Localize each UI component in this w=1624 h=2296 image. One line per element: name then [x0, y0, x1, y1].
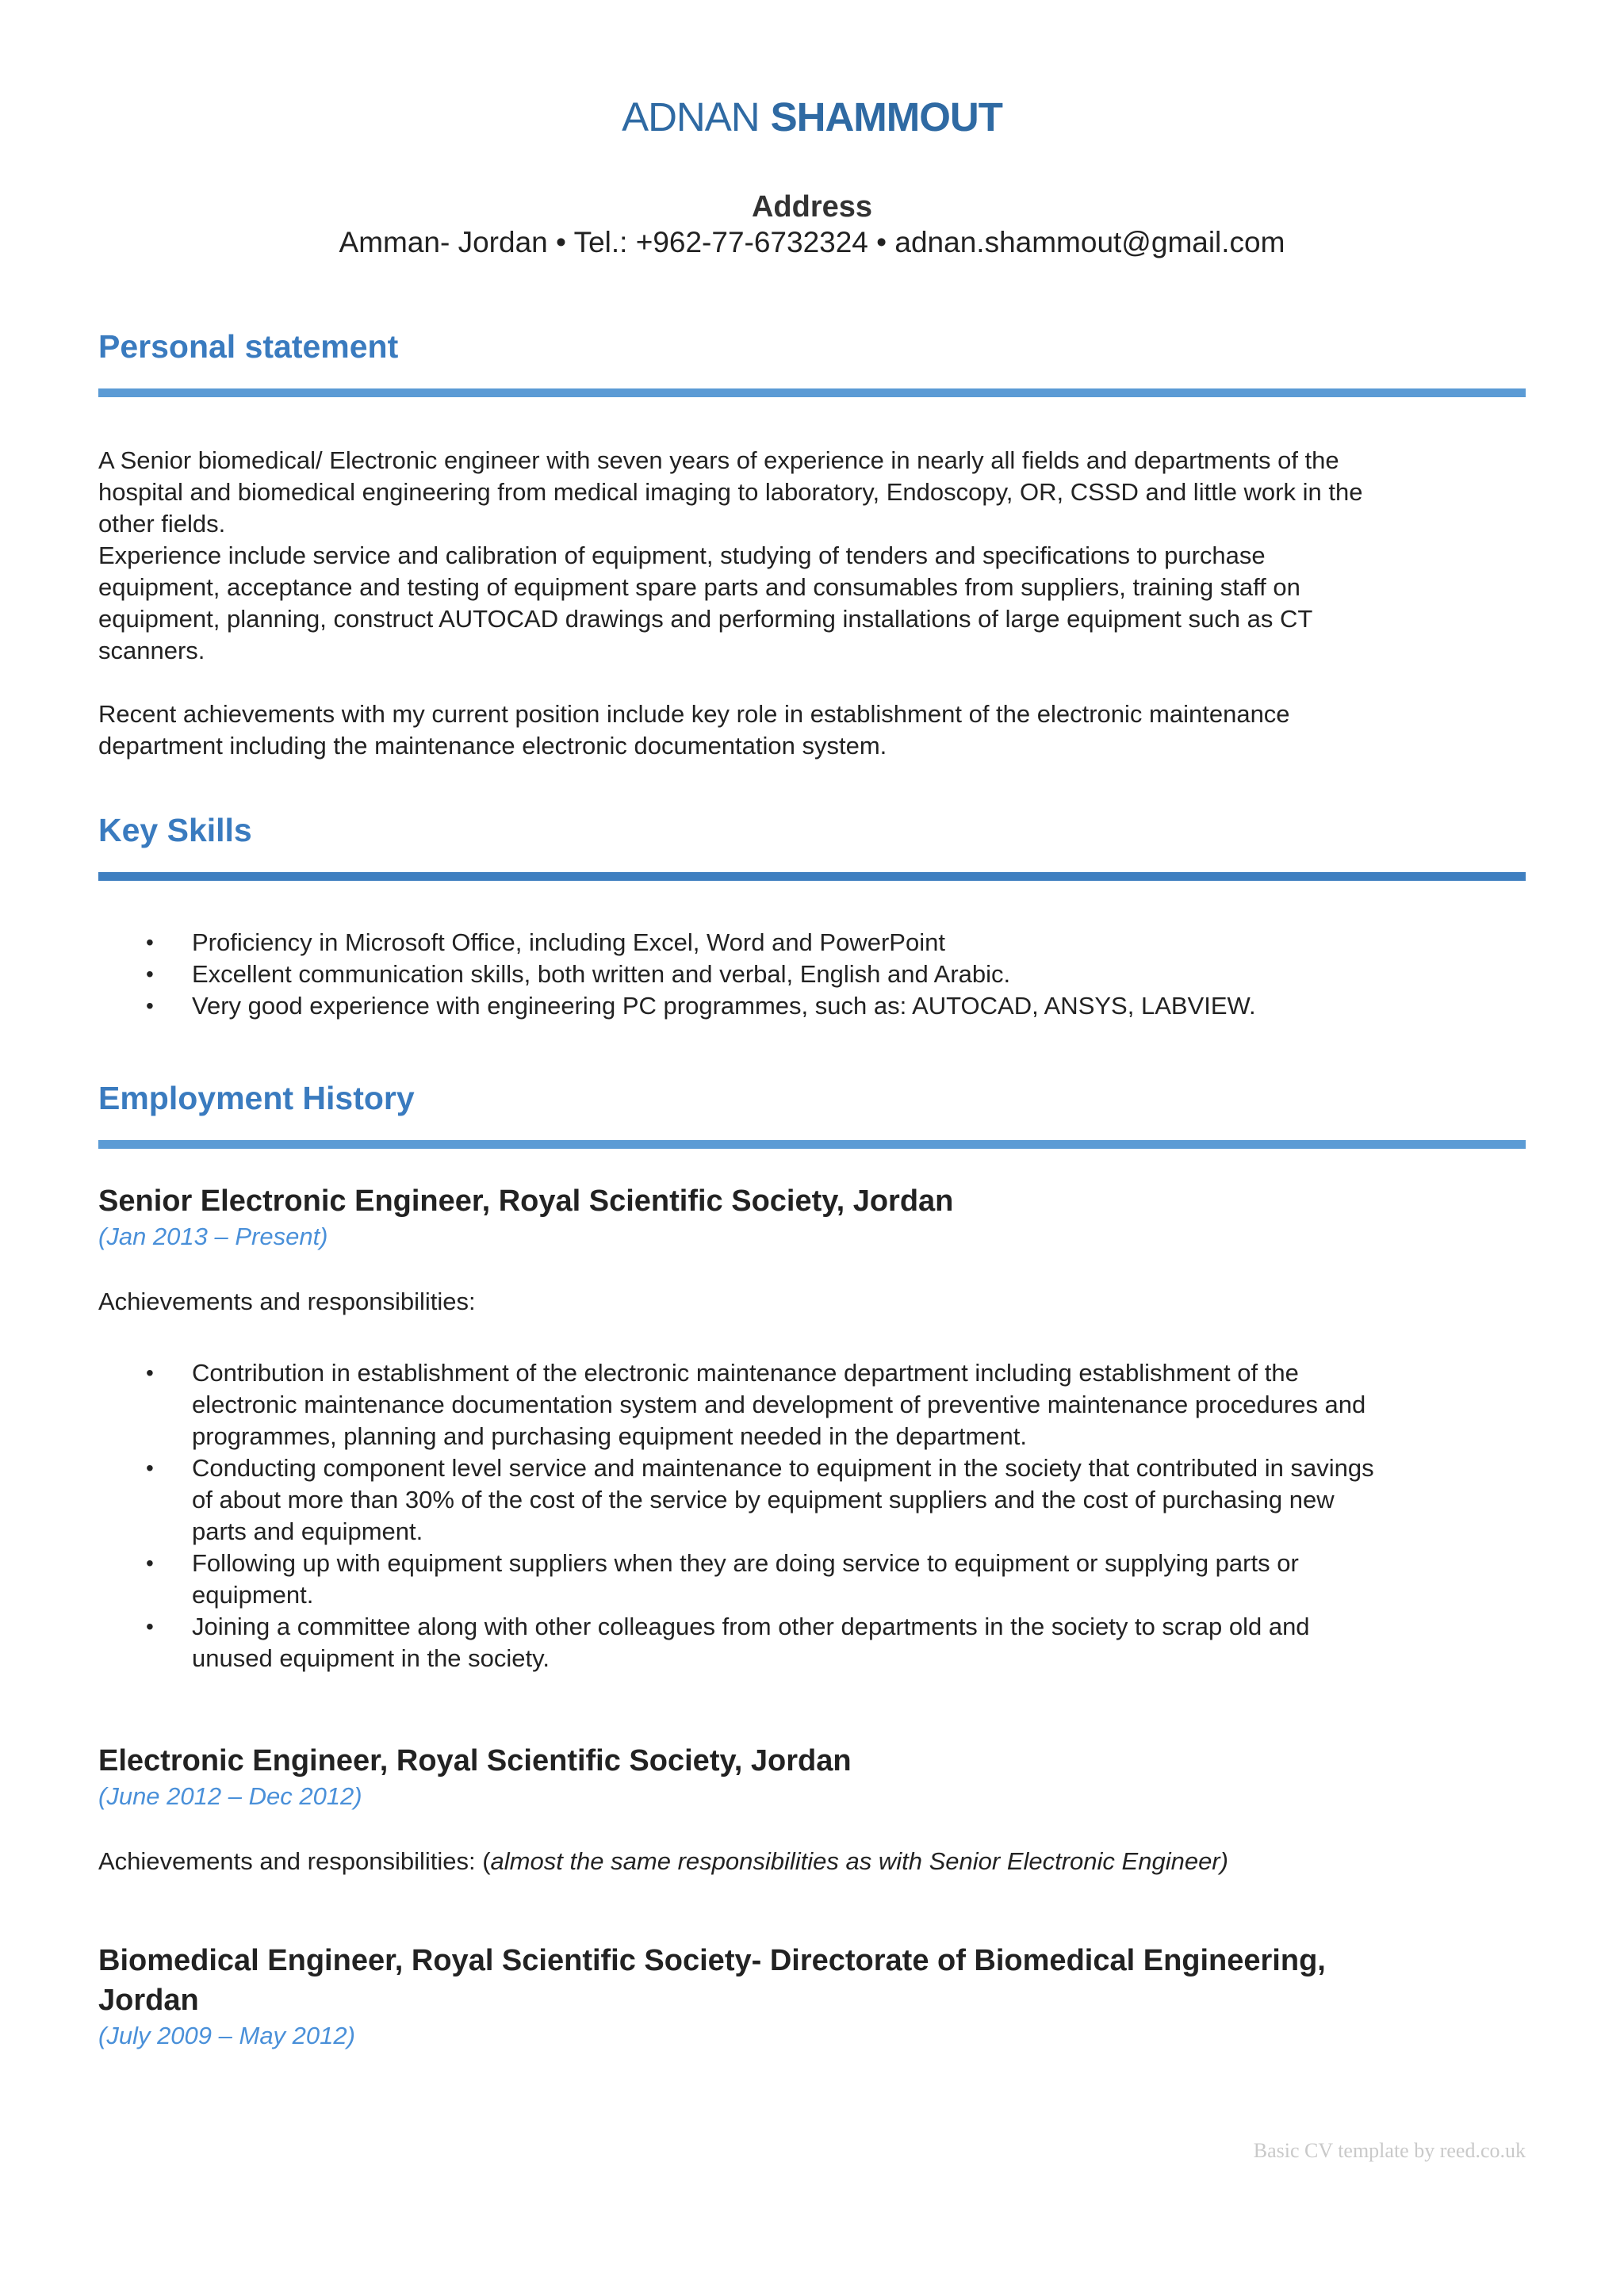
section-title: Employment History	[98, 1080, 415, 1116]
first-name: ADNAN	[622, 94, 760, 140]
statement-line: equipment, planning, construct AUTOCAD drawings and performing installations of large equipment such as CT	[98, 605, 1313, 633]
statement-line: hospital and biomedical engineering from medical imaging to laboratory, Endoscopy, OR, CSSD and little work in the	[98, 478, 1363, 506]
section-divider	[98, 1140, 1526, 1149]
list-item: • Excellent communication skills, both written and verbal, English and Arabic.	[98, 959, 1526, 990]
achievements-note: almost the same responsibilities as with Senior Electronic Engineer)	[490, 1847, 1228, 1875]
statement-line: Recent achievements with my current position include key role in establishment of the electronic maintenance	[98, 700, 1290, 728]
statement-line: A Senior biomedical/ Electronic engineer with seven years of experience in nearly all fields and departments of the	[98, 446, 1339, 474]
statement-line: department including the maintenance electronic documentation system.	[98, 732, 887, 760]
section-title: Personal statement	[98, 328, 399, 365]
list-item-line: Joining a committee along with other colleagues from other departments in the society to scrap old and	[192, 1613, 1310, 1640]
list-item-line: Contribution in establishment of the electronic maintenance department including establishment of the	[192, 1359, 1299, 1387]
job-entry	[98, 1941, 1526, 2052]
statement-paragraph-1	[98, 445, 1526, 667]
list-item	[98, 1357, 1526, 1452]
template-watermark: Basic CV template by reed.co.uk	[1253, 2139, 1526, 2162]
achievements-label	[98, 1846, 1526, 1877]
statement-line: other fields.	[98, 510, 226, 538]
list-item-line: unused equipment in the society.	[192, 1644, 550, 1672]
list-item-line: equipment.	[192, 1581, 314, 1609]
list-item: • Proficiency in Microsoft Office, including Excel, Word and PowerPoint	[98, 927, 1526, 959]
list-item-line: electronic maintenance documentation system and development of preventive maintenance procedures and	[192, 1391, 1366, 1418]
job-title: Biomedical Engineer, Royal Scientific Society- Directorate of Biomedical Engineering,	[98, 1944, 1326, 1977]
section-personal-statement	[98, 327, 1526, 762]
list-item	[98, 1548, 1526, 1611]
contact-line: Amman- Jordan • Tel.: +962-77-6732324 • adnan.shammout@gmail.com	[339, 226, 1285, 258]
statement-line: Experience include service and calibration of equipment, studying of tenders and specifications to purchase	[98, 541, 1266, 569]
list-item	[98, 1611, 1526, 1674]
statement-paragraph-2	[98, 698, 1526, 762]
achievements-list	[98, 1357, 1526, 1674]
list-item	[98, 1452, 1526, 1548]
skills-list	[98, 927, 1526, 1022]
job-entry	[98, 1741, 1526, 1877]
section-key-skills	[98, 810, 1526, 1022]
list-item-line: parts and equipment.	[192, 1517, 423, 1545]
statement-line: equipment, acceptance and testing of equipment spare parts and consumables from suppliers, training staff on	[98, 573, 1300, 601]
list-item-line: of about more than 30% of the cost of the service by equipment suppliers and the cost of purchasing new	[192, 1486, 1335, 1513]
job-date: (June 2012 – Dec 2012)	[98, 1782, 362, 1810]
list-item: • Very good experience with engineering PC programmes, such as: AUTOCAD, ANSYS, LABVIEW.	[98, 990, 1526, 1022]
job-date: (July 2009 – May 2012)	[98, 2022, 355, 2049]
achievements-label: Achievements and responsibilities:	[98, 1288, 476, 1315]
job-title-continued: Jordan	[98, 1984, 199, 2017]
candidate-name	[98, 94, 1526, 140]
achievements-label-text: Achievements and responsibilities: (	[98, 1847, 491, 1875]
address-label: Address	[751, 190, 873, 224]
job-date: (Jan 2013 – Present)	[98, 1223, 328, 1250]
job-entry	[98, 1181, 1526, 1674]
job-title: Senior Electronic Engineer, Royal Scientific Society, Jordan	[98, 1184, 954, 1218]
section-divider	[98, 388, 1526, 397]
section-divider	[98, 872, 1526, 881]
section-title: Key Skills	[98, 812, 252, 848]
list-item-line: Conducting component level service and maintenance to equipment in the society that contributed in savings	[192, 1454, 1374, 1482]
last-name: SHAMMOUT	[770, 94, 1002, 140]
section-employment-history	[98, 1078, 1526, 1149]
job-title: Electronic Engineer, Royal Scientific Society, Jordan	[98, 1744, 852, 1777]
list-item-line: Following up with equipment suppliers when they are doing service to equipment or supplying parts or	[192, 1549, 1299, 1577]
statement-line: scanners.	[98, 637, 205, 664]
list-item-line: programmes, planning and purchasing equipment needed in the department.	[192, 1422, 1027, 1450]
